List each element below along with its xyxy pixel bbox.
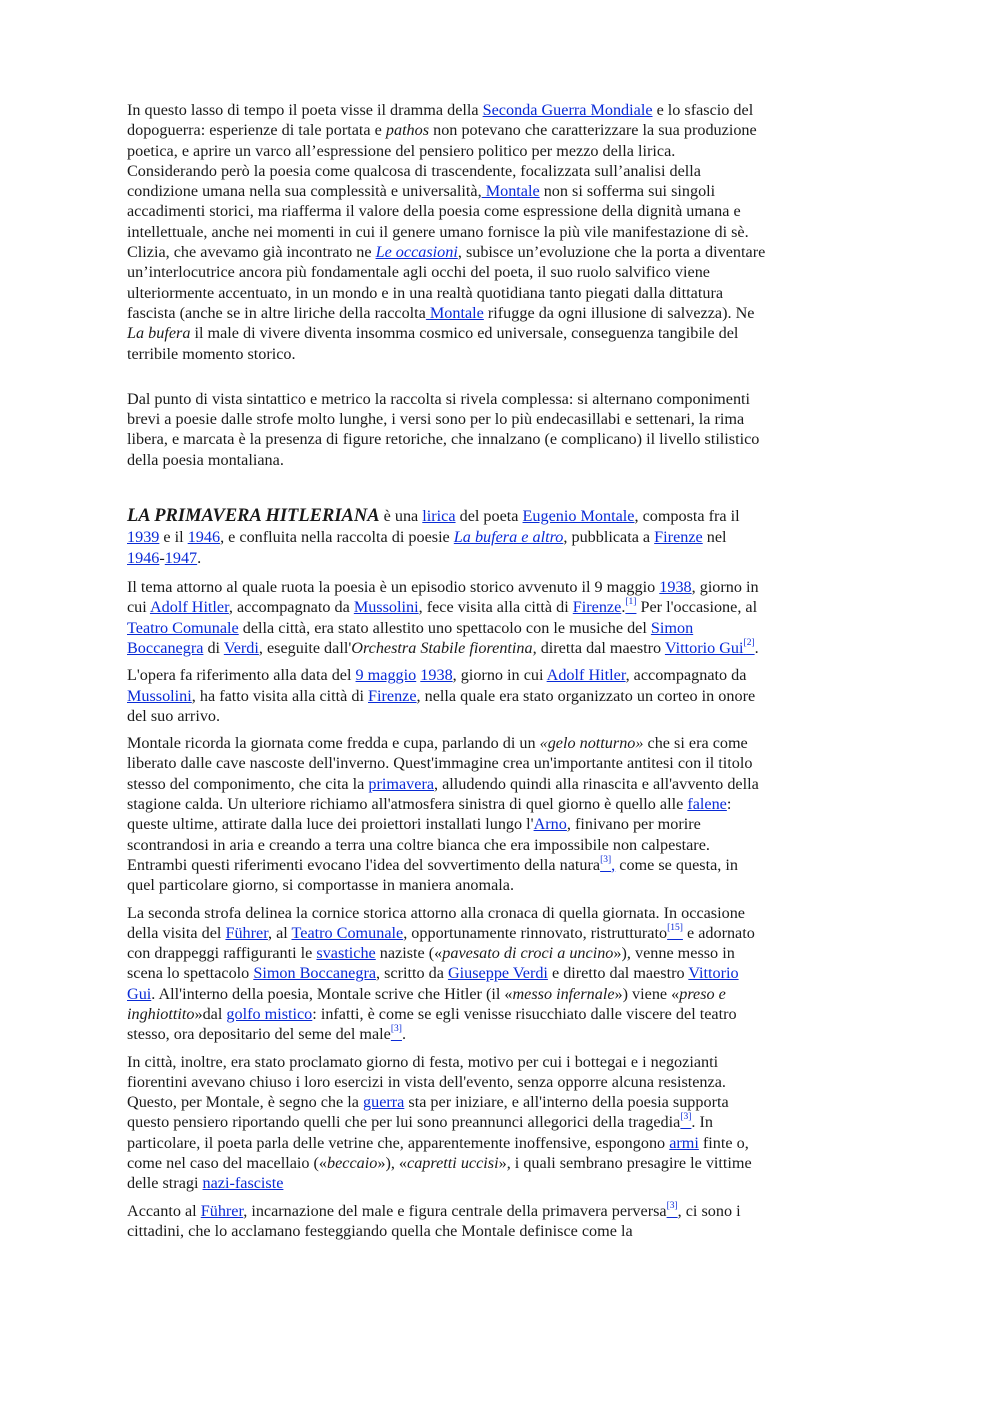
hyperlink[interactable]: Vittorio Gui — [127, 964, 739, 1003]
paragraph — [127, 389, 767, 470]
text-run: nel — [702, 528, 727, 547]
text-run: , al — [267, 923, 292, 942]
paragraph — [127, 665, 767, 726]
text-run: diretta dal maestro — [536, 638, 665, 657]
text-run: «gelo notturno» — [539, 734, 644, 753]
text-run: , e confluita nella raccolta di poesie — [220, 528, 454, 547]
hyperlink[interactable]: 1946 — [127, 549, 160, 568]
text-run: beccaio — [327, 1154, 378, 1173]
hyperlink[interactable]: Teatro Comunale — [127, 618, 239, 637]
hyperlink[interactable]: Adolf Hitler — [546, 666, 626, 685]
text-run: La seconda strofa delinea la cornice storica attorno alla cronaca di quella giornata. In occasione della visita del — [127, 903, 745, 942]
text-run: , scritto da — [376, 964, 448, 983]
text-run: L'opera fa riferimento alla data del — [127, 666, 356, 685]
hyperlink[interactable]: Simon Boccanegra — [127, 618, 694, 657]
text-run: che si era come liberato dalle cave nascoste dell'inverno. Quest'immagine crea un'importante antitesi con il titolo stesso del componimento, che cita la — [127, 734, 753, 793]
text-run: In questo lasso di tempo il poeta visse il dramma della — [127, 101, 483, 119]
text-run: , giorno in cui — [452, 666, 547, 685]
text-run: capretti uccisi — [407, 1154, 499, 1173]
hyperlink[interactable]: , — [611, 855, 616, 874]
text-run: , giorno in cui — [127, 578, 759, 617]
text-run: , incarnazione del male e figura centrale della primavera perversa — [243, 1201, 667, 1220]
text-run: naziste (« — [375, 944, 443, 963]
hyperlink[interactable]: 1947 — [164, 549, 198, 568]
text-run: di — [203, 638, 224, 657]
hyperlink[interactable]: Arno — [533, 815, 567, 834]
hyperlink[interactable]: Verdi — [223, 638, 259, 657]
text-run: ») viene « — [614, 984, 680, 1003]
hyperlink[interactable]: Montale — [425, 303, 484, 322]
hyperlink[interactable]: lirica — [422, 507, 456, 526]
text-run: . — [197, 549, 202, 568]
hyperlink[interactable]: Seconda Guerra Mondiale — [482, 101, 653, 119]
text-run: pathos — [385, 121, 430, 140]
text-run: e diretto dal maestro — [547, 964, 689, 983]
section-title: LA PRIMAVERA HITLERIANA — [127, 506, 380, 527]
hyperlink[interactable]: 1938 — [659, 578, 692, 597]
footnote-link[interactable]: [2] — [743, 637, 755, 648]
text-run: il male di vivere diventa insomma cosmico ed universale, conseguenza tangibile del terribile momento storico. — [127, 324, 739, 363]
text-run: , accompagnato da — [625, 666, 747, 685]
text-run: , nella quale era stato organizzato un corteo in onore del suo arrivo. — [127, 686, 756, 725]
footnote-link[interactable]: [3] — [390, 1024, 402, 1035]
text-run: non potevano che caratterizzare la sua produzione poetica, e aprire un varco all’espressione del pensiero politico per mezzo della lirica. Considerando però la poesia come qualcosa di trascendente, focalizzata sull’analisi della condizione umana nella sua complessità e universalità, — [127, 121, 757, 201]
text-run: , alludendo quindi alla rinascita e all'avvento della stagione calda. Un ulteriore richiamo all'atmosfera sinistra di quel giorno è quello alle — [127, 774, 759, 814]
text-run: In città, inoltre, era stato proclamato giorno di festa, motivo per cui i bottegai e i negozianti fiorentini avevano chiuso i loro esercizi in vista dell'evento, senza opporre alcuna resistenza. Questo, per Montale, è segno che la — [127, 1052, 726, 1112]
hyperlink[interactable]: Firenze — [368, 686, 417, 705]
text-run: Il tema attorno al quale ruota la poesia è un episodio storico avvenuto il 9 maggio — [127, 578, 660, 597]
text-run: pavesato di croci a uncino — [442, 944, 614, 963]
text-run: Per l'occasione, al — [636, 598, 758, 617]
hyperlink[interactable]: 9 maggio — [355, 666, 417, 685]
hyperlink[interactable]: Teatro Comunale — [291, 923, 404, 942]
text-run: è una — [379, 507, 423, 526]
hyperlink[interactable]: nazi-fasciste — [202, 1174, 284, 1193]
paragraph — [127, 100, 767, 364]
text-run: . — [754, 638, 759, 657]
hyperlink[interactable]: 1938 — [420, 666, 453, 685]
paragraph — [127, 903, 767, 1045]
paragraph — [127, 577, 767, 658]
text-run: . All'interno della poesia, Montale scrive che Hitler (il « — [151, 984, 513, 1003]
text-run: : queste ultime, attirate dalla luce dei proiettori installati lungo l' — [127, 795, 732, 834]
hyperlink[interactable]: armi — [669, 1133, 699, 1152]
text-run: Accanto al — [127, 1201, 201, 1220]
hyperlink[interactable]: 1939 — [127, 528, 160, 547]
paragraph — [127, 733, 767, 895]
text-run: »), « — [377, 1154, 408, 1173]
paragraph — [127, 1052, 767, 1194]
text-run: , fece visita alla città di — [418, 598, 573, 617]
text-run: rifugge da ogni illusione di salvezza). Ne — [483, 303, 755, 322]
footnote-link[interactable]: [15] — [667, 922, 683, 933]
hyperlink[interactable]: Vittorio Gui — [664, 638, 744, 657]
text-run: . — [621, 598, 626, 617]
document-page — [127, 100, 767, 1248]
text-run: La bufera — [127, 324, 191, 343]
text-run: , eseguite dall' — [258, 638, 352, 657]
hyperlink[interactable]: 1946 — [187, 528, 221, 547]
text-run: : infatti, è come se egli venisse risucchiato dalle viscere del teatro stesso, ora depositario del seme del male — [127, 1004, 737, 1044]
text-run: messo infernale — [512, 984, 615, 1003]
text-run: e adornato con drappeggi raffiguranti le — [127, 923, 755, 963]
text-run: . — [401, 1025, 406, 1044]
hyperlink[interactable]: Giuseppe Verdi — [447, 964, 548, 983]
footnote-link[interactable]: [1] — [625, 597, 637, 608]
footnote-link[interactable]: [3] — [666, 1200, 678, 1211]
hyperlink[interactable]: Firenze — [654, 528, 703, 547]
text-run: Orchestra Stabile fiorentina, — [351, 638, 537, 657]
text-run: , subisce un’evoluzione che la porta a diventare un’interlocutrice ancora più fondamentale agli occhi del poeta, il suo ruolo salvifico viene ulteriormente accentuato, in un mondo e in una realtà quotidiana tanto piegati dalla dittatura fascista (anche se in altre liriche della raccolta — [127, 243, 766, 322]
hyperlink[interactable]: Montale — [481, 182, 540, 201]
text-run: , pubblicata a — [563, 528, 655, 547]
hyperlink[interactable]: Le occasioni — [375, 243, 458, 262]
paragraph — [127, 1201, 767, 1242]
text-run: , ci sono i cittadini, che lo acclamano festeggiando quella che Montale definisce come la — [127, 1201, 741, 1240]
text-run: preso e inghiottito — [127, 984, 726, 1023]
text-run: come se questa, in quel particolare giorno, si comportasse in maniera anomala. — [127, 855, 738, 895]
text-run: Dal punto di vista sintattico e metrico la raccolta si rivela complessa: si alternano componimenti brevi a poesie dalle strofe molto lunghe, i versi sono per lo più endecasillabi e settenari, la rima libera, e marcata è la presenza di figure retoriche, che innalzano (e complicano) il livello stilistico della poesia montaliana. — [127, 389, 760, 469]
hyperlink[interactable]: golfo mistico — [226, 1004, 313, 1023]
hyperlink[interactable]: Mussolini — [353, 598, 419, 617]
text-run: »dal — [194, 1004, 227, 1023]
footnote-link[interactable]: [3] — [680, 1112, 692, 1123]
hyperlink[interactable]: primavera — [368, 774, 435, 793]
hyperlink[interactable]: Mussolini — [127, 686, 192, 705]
hyperlink[interactable]: Adolf Hitler — [149, 598, 229, 617]
text-run: Montale ricorda la giornata come fredda e cupa, parlando di un — [127, 734, 540, 753]
text-run: , composta fra il — [634, 507, 740, 526]
text-run: e il — [159, 528, 188, 547]
hyperlink[interactable]: falene — [687, 795, 727, 814]
text-run: , opportunamente rinnovato, ristrutturato — [403, 923, 668, 942]
text-run: , accompagnato da — [228, 598, 354, 617]
text-run: . In particolare, il poeta parla delle vetrine che, apparentemente inoffensive, espongono — [127, 1113, 713, 1152]
paragraph — [127, 506, 767, 569]
text-run: , finivano per morire scontrandosi in aria e creando a terra una coltre bianca che era impossibile non calpestare. Entrambi questi riferimenti evocano l'idea del sovvertimento della natura — [127, 815, 710, 874]
text-run: del poeta — [455, 507, 523, 526]
text-run: finte o, come nel caso del macellaio (« — [127, 1133, 749, 1173]
text-run: »), venne messo in scena lo spettacolo — [127, 944, 735, 983]
text-run: e lo sfascio del dopoguerra: esperienze di tale portata e — [127, 101, 754, 140]
hyperlink[interactable]: Simon Boccanegra — [253, 964, 377, 983]
hyperlink[interactable]: Firenze — [572, 598, 622, 617]
text-run: , ha fatto visita alla città di — [191, 686, 368, 705]
text-run: sta per iniziare, e all'interno della poesia supporta questo pensiero riportando quelli che per lui sono preannunci allegorici della tragedia — [127, 1093, 729, 1132]
text-run: non si sofferma sui singoli accadimenti storici, ma riafferma il valore della poesia come espressione della dignità umana e intellettuale, anche nei momenti in cui il genere umano fornisce la più vile manifestazione di sè. Clizia, che avevamo già incontrato ne — [127, 182, 749, 262]
hyperlink[interactable]: Eugenio Montale — [522, 507, 635, 526]
hyperlink[interactable]: Führer — [200, 1201, 244, 1220]
text-run: », i quali sembrano presagire le vittime delle stragi — [127, 1154, 752, 1193]
text-run: - — [159, 549, 165, 568]
hyperlink[interactable]: guerra — [363, 1093, 405, 1112]
text-run: della città, era stato allestito uno spettacolo con le musiche del — [238, 618, 651, 637]
footnote-link[interactable]: [3] — [600, 854, 612, 865]
hyperlink[interactable]: Führer — [225, 923, 268, 942]
hyperlink[interactable]: La bufera e altro — [453, 528, 564, 547]
hyperlink[interactable]: svastiche — [316, 944, 376, 963]
